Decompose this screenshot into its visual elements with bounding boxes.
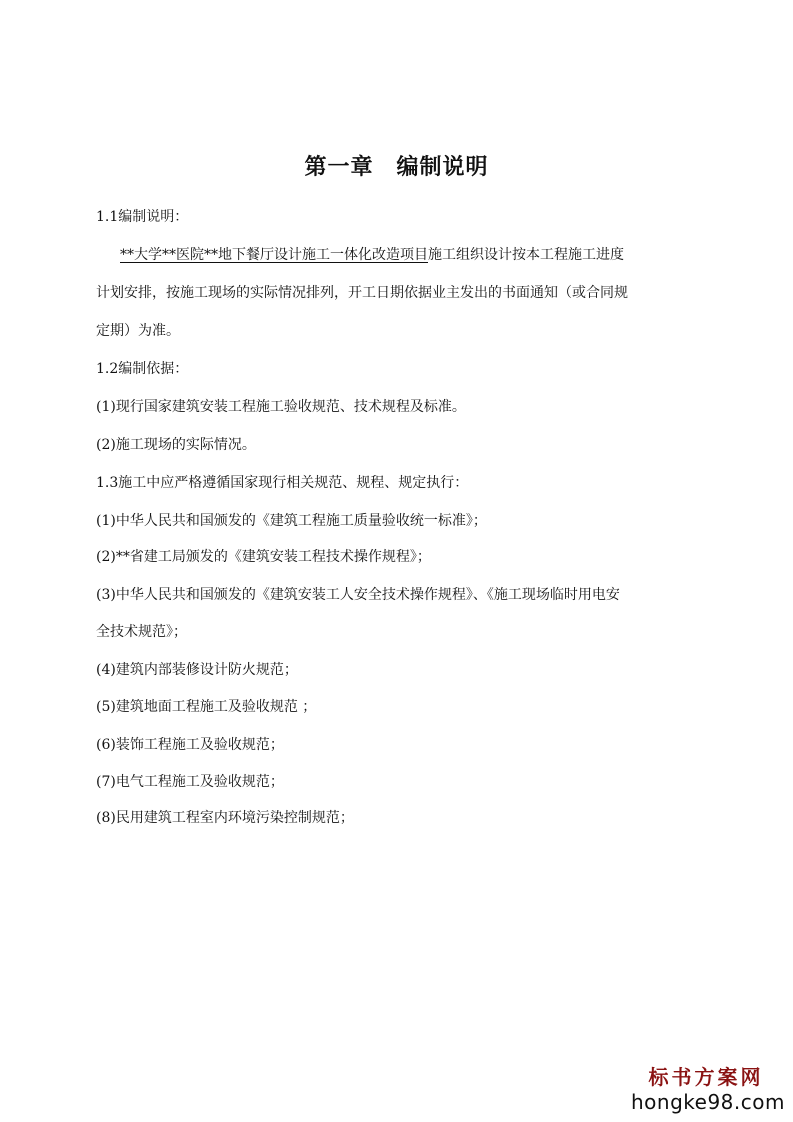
list-item: (5)建筑地面工程施工及验收规范 ； xyxy=(96,699,317,715)
section-1-1-paragraph-line-2: 计划安排，按施工现场的实际情况排列，开工日期依据业主发出的书面通知（或合同规 xyxy=(96,285,628,301)
section-1-1-paragraph-line-1 xyxy=(120,245,624,265)
watermark-chinese: 标书方案网 xyxy=(648,1065,764,1089)
section-1-2-heading: 1.2编制依据： xyxy=(96,361,189,377)
list-item: (7)电气工程施工及验收规范； xyxy=(96,774,284,790)
list-item: (3)中华人民共和国颁发的《建筑安装工人安全技术操作规程》、《施工现场临时用电安 xyxy=(96,587,620,603)
list-item: (1)中华人民共和国颁发的《建筑工程施工质量验收统一标准》； xyxy=(96,513,487,529)
section-1-1-heading: 1.1编制说明： xyxy=(96,209,189,225)
list-item: (2)**省建工局颁发的《建筑安装工程技术操作规程》； xyxy=(96,549,431,565)
list-item: (6)装饰工程施工及验收规范； xyxy=(96,737,284,753)
list-item: (4)建筑内部装修设计防火规范； xyxy=(96,662,298,678)
section-1-1-paragraph-line-3: 定期）为准。 xyxy=(96,323,180,339)
paragraph-line-1-rest: 施工组织设计按本工程施工进度 xyxy=(428,247,624,263)
list-item: 全技术规范》； xyxy=(96,624,187,640)
list-item: (8)民用建筑工程室内环境污染控制规范； xyxy=(96,810,354,826)
project-name: **大学**医院**地下餐厅设计施工一体化改造项目 xyxy=(120,247,428,263)
chapter-title: 第一章 编制说明 xyxy=(304,155,489,180)
list-item: (2)施工现场的实际情况。 xyxy=(96,437,256,453)
list-item: (1)现行国家建筑安装工程施工验收规范、技术规程及标准。 xyxy=(96,399,466,415)
site-watermark xyxy=(631,1064,785,1114)
watermark-domain: hongke98.com xyxy=(631,1090,785,1114)
section-1-3-heading: 1.3施工中应严格遵循国家现行相关规范、规程、规定执行： xyxy=(96,475,469,491)
